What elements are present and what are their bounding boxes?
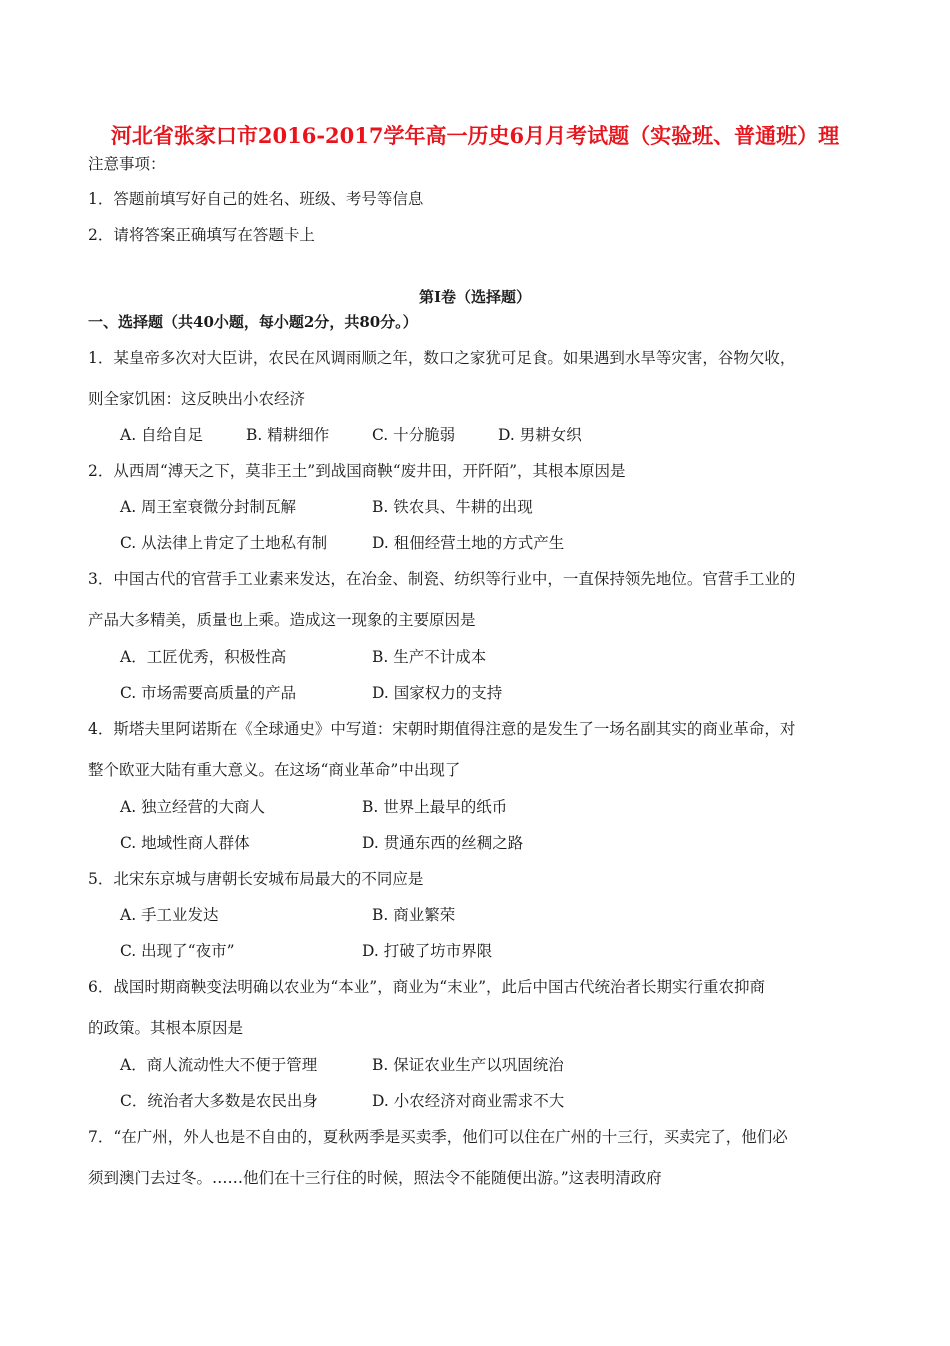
option-d: D. 打破了坊市界限 (362, 942, 493, 960)
option-a: A. 周王室衰微分封制瓦解 (120, 498, 297, 516)
note-item: 2．请将答案正确填写在答题卡上 (88, 226, 315, 244)
option-d: D. 男耕女织 (498, 426, 582, 444)
question-stem: 须到澳门去过冬。……他们在十三行住的时候，照法令不能随便出游。”这表明清政府 (88, 1169, 662, 1187)
option-b: B. 铁农具、牛耕的出现 (372, 498, 533, 516)
option-b: B. 世界上最早的纸币 (362, 798, 508, 816)
option-a: A．商人流动性大不便于管理 (120, 1056, 318, 1074)
question-stem: 的政策。其根本原因是 (88, 1019, 244, 1037)
option-c: C. 从法律上肯定了土地私有制 (120, 534, 328, 552)
option-d: D. 小农经济对商业需求不大 (372, 1092, 565, 1110)
question-stem: 4．斯塔夫里阿诺斯在《全球通史》中写道：宋朝时期值得注意的是发生了一场名副其实的商业革命，对 (88, 720, 796, 738)
page-title: 河北省张家口市2016-2017学年高一历史6月月考试题（实验班、普通班）理 (110, 123, 840, 148)
option-c: C. 地域性商人群体 (120, 834, 250, 852)
option-b: B. 商业繁荣 (372, 906, 456, 924)
question-stem: 2．从西周“溥天之下，莫非王土”到战国商鞅“废井田，开阡陌”，其根本原因是 (88, 462, 626, 480)
question-stem: 整个欧亚大陆有重大意义。在这场“商业革命”中出现了 (88, 761, 461, 779)
option-b: B. 生产不计成本 (372, 648, 487, 666)
option-a: A. 手工业发达 (120, 906, 219, 924)
option-a: A．工匠优秀，积极性高 (120, 648, 287, 666)
question-stem: 产品大多精美，质量也上乘。造成这一现象的主要原因是 (88, 611, 476, 629)
option-b: B. 精耕细作 (246, 426, 330, 444)
option-d: D. 租佃经营土地的方式产生 (372, 534, 565, 552)
question-stem: 则全家饥困：这反映出小农经济 (88, 390, 306, 408)
option-c: C. 市场需要高质量的产品 (120, 684, 297, 702)
question-stem: 7．“在广州，外人也是不自由的，夏秋两季是买卖季，他们可以住在广州的十三行，买卖完了，他们必 (88, 1128, 788, 1146)
question-stem: 1．某皇帝多次对大臣讲，农民在风调雨顺之年，数口之家犹可足食。如果遇到水旱等灾害，谷物欠收， (88, 349, 796, 367)
question-stem: 6．战国时期商鞅变法明确以农业为“本业”，商业为“末业”，此后中国古代统治者长期实行重农抑商 (88, 978, 766, 996)
part-heading: 一、选择题（共40小题，每小题2分，共80分。） (88, 313, 418, 331)
section-title: 第I卷（选择题） (418, 288, 532, 306)
option-a: A. 独立经营的大商人 (120, 798, 266, 816)
note-item: 1．答题前填写好自己的姓名、班级、考号等信息 (88, 190, 424, 208)
question-stem: 3．中国古代的官营手工业素来发达，在冶金、制瓷、纺织等行业中，一直保持领先地位。官营手工业的 (88, 570, 796, 588)
notes-header: 注意事项： (88, 155, 166, 173)
option-c: C. 出现了“夜市” (120, 942, 235, 960)
option-c: C．统治者大多数是农民出身 (120, 1092, 318, 1110)
option-b: B. 保证农业生产以巩固统治 (372, 1056, 564, 1074)
option-c: C. 十分脆弱 (372, 426, 456, 444)
option-d: D. 贯通东西的丝稠之路 (362, 834, 524, 852)
question-stem: 5．北宋东京城与唐朝长安城布局最大的不同应是 (88, 870, 424, 888)
option-a: A. 自给自足 (120, 426, 204, 444)
option-d: D. 国家权力的支持 (372, 684, 503, 702)
